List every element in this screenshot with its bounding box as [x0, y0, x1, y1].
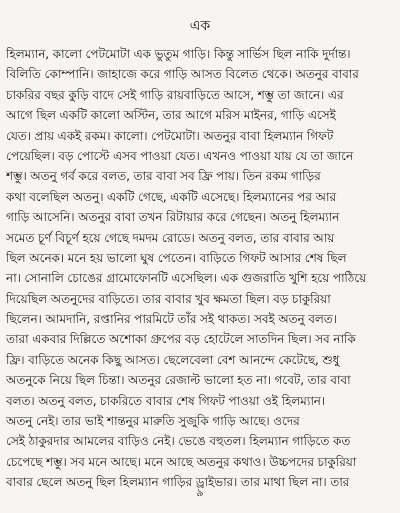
- text-line: শম্ভু। অতনু গর্ব করে বলত, তার বাবা সব ফ্রি পায়। তিন রকম গাড়ির: [6, 169, 321, 184]
- text-line: অতনু নেই। তার ভাই শান্তনুর মারুতি সুজুকি গাড়ি আছে। ওদের: [6, 414, 300, 429]
- text-line: ছিলেন। আমদানি, রপ্তানির পারমিটে তাঁর সই থাকত। সবই অতনু বলত।: [6, 312, 337, 327]
- text-line: আগে ছিল একটি কালো অস্টিন, তার আগে মরিস মাইনর, গাড়ি এসেই: [6, 108, 336, 123]
- text-line: চাকরির বছর কুড়ি বাদে সেই গাড়ি রায়বাড়িতে আসে, শম্ভু তা জানে। এর: [6, 87, 344, 102]
- text-line: চেপেছে শম্ভু। সব মনে আছে। মনে আছে অতনুর কথাও। উচ্চপদের চাকুরিয়া: [6, 454, 357, 469]
- text-line: যেত। প্রায় একই রকম। কালো। পেটমোটা। অতনুর বাবা হিলম্যান গিফট: [6, 128, 334, 143]
- text-line: হিলম্যান, কালো পেটমোটা এক ভুতুম গাড়ি। কিন্তু সার্ভিস ছিল নাকি দুর্দান্ত।: [6, 47, 351, 61]
- text-line: সেই ঠাকুরদার আমলের বাড়িও নেই। ভেঙে বহুতল। হিলম্যান গাড়িতে কত: [6, 434, 351, 449]
- text-line: দিয়েছিল অতনুদের বাড়িতে। তার বাবার খুব ক্ষমতা ছিল। বড় চাকুরিয়া: [6, 291, 331, 306]
- text-line: বাবার ছেলে অতনু ছিল হিলম্যান গাড়ির ড্রাইভার। তার মাথা ছিল না। তার: [6, 475, 350, 490]
- text-line: বলত। অতনু বলত, চাকরিতে বাবার শেষ গিফট পাওয়া ওই হিলম্যান।: [6, 393, 326, 408]
- text-line: সমেত চূর্ণ বিচূর্ণ হয়ে গেছে দমদম রোডে। অতনু বলত, তার বাবার আয়: [6, 230, 335, 245]
- text-line: গাড়ি আসেনি। অতনুর বাবা তখন রিটায়ার করে গেছেন। অতনু হিলম্যান: [6, 210, 340, 225]
- text-line: তারা একবার দিল্লিতে অশোকা গ্রুপের বড় হোটেলে সাতদিন ছিল। সব নাকি: [6, 332, 356, 347]
- text-line: ফ্রি। বাড়িতে অনেক কিছু আসত। ছেলেবেলা বেশ আনন্দে কেটেছে, শুধু: [6, 352, 340, 367]
- text-line: বিলিতি কোম্পানি। জাহাজে করে গাড়ি আসত বিলেত থেকে। অতনুর বাবার: [6, 67, 359, 82]
- text-line: না। সোনালি চোঙের গ্রামোফোনটি এসেছিল। এক গুজরাতি খুশি হয়ে পাঠিয়ে: [6, 271, 367, 286]
- body-text: [6, 44, 394, 493]
- text-line: কথা বলেছিল অতনু। একটি গেছে, একটি এসেছে। হিলম্যানের পর আর: [6, 189, 337, 204]
- text-line: ছিল অনেক। মনে হয় ভালো ঘুষ পেতেন। বাড়িতে গিফট আসার শেষ ছিল: [6, 250, 347, 265]
- text-line: পেয়েছিল। বড় পোস্টে এসব পাওয়া যেত। এখনও পাওয়া যায় যে তা জানে: [6, 148, 354, 163]
- text-line: অতনুকে নিয়ে ছিল চিন্তা। অতনুর রেজাল্ট ভালো হত না। গবেট, তার বাবা: [6, 373, 351, 388]
- chapter-title: এক: [189, 18, 211, 34]
- page-number: ৯: [196, 486, 204, 499]
